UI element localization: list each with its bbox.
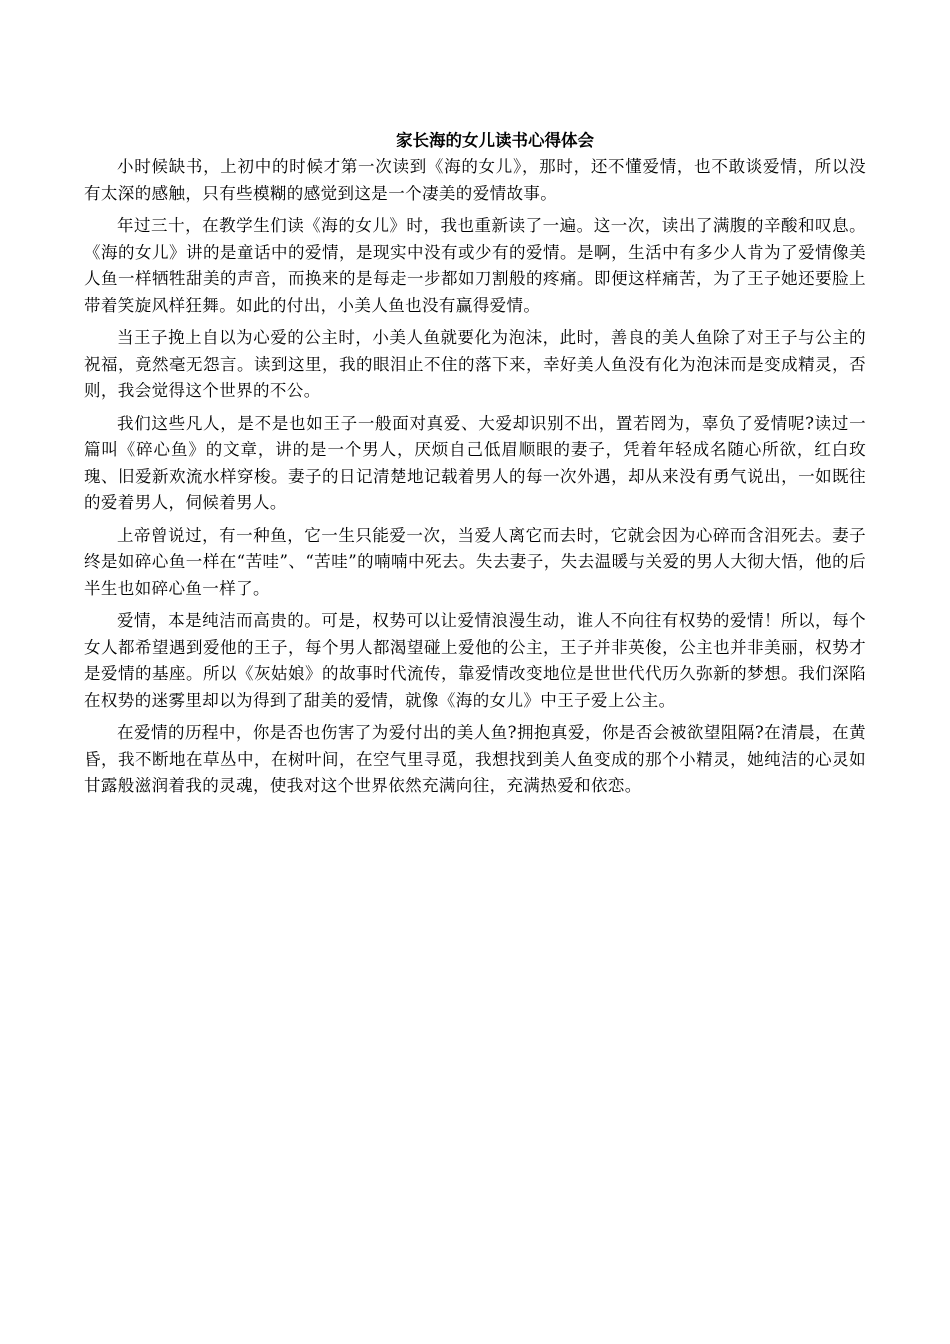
paragraph-6: 爱情，本是纯洁而高贵的。可是，权势可以让爱情浪漫生动，谁人不向往有权势的爱情！所以，每个女人都希望遇到爱他的王子，每个男人都渴望碰上爱他的公主，王子并非英俊，公主也并非美丽，权势才是爱情的基座。所以《灰姑娘》的故事时代流传，靠爱情改变地位是世世代代历久弥新的梦想。我们深陷在权势的迷雾里却以为得到了甜美的爱情，就像《海的女儿》中王子爱上公主。 xyxy=(84,611,866,710)
paragraph-7: 在爱情的历程中，你是否也伤害了为爱付出的美人鱼?拥抱真爱，你是否会被欲望阻隔?在清晨，在黄昏，我不断地在草丛中，在树叶间，在空气里寻觅，我想找到美人鱼变成的那个小精灵，她纯洁的心灵如甘露般滋润着我的灵魂，使我对这个世界依然充满向往，充满热爱和依恋。 xyxy=(84,723,866,795)
document-page xyxy=(84,128,866,806)
paragraph-3: 当王子挽上自以为心爱的公主时，小美人鱼就要化为泡沫，此时，善良的美人鱼除了对王子与公主的祝福，竟然毫无怨言。读到这里，我的眼泪止不住的落下来，幸好美人鱼没有化为泡沫而是变成精灵，否则，我会觉得这个世界的不公。 xyxy=(84,328,866,400)
paragraph-2: 年过三十，在教学生们读《海的女儿》时，我也重新读了一遍。这一次，读出了满腹的辛酸和叹息。《海的女儿》讲的是童话中的爱情，是现实中没有或少有的爱情。是啊，生活中有多少人肯为了爱情像美人鱼一样牺牲甜美的声音，而换来的是每走一步都如刀割般的疼痛。即便这样痛苦，为了王子她还要脸上带着笑旋风样狂舞。如此的付出，小美人鱼也没有赢得爱情。 xyxy=(84,216,866,315)
paragraph-5: 上帝曾说过，有一种鱼，它一生只能爱一次，当爱人离它而去时，它就会因为心碎而含泪死去。妻子终是如碎心鱼一样在“苦哇”、“苦哇”的喃喃中死去。失去妻子，失去温暖与关爱的男人大彻大悟，他的后半生也如碎心鱼一样了。 xyxy=(84,525,866,598)
paragraph-1: 小时候缺书，上初中的时候才第一次读到《海的女儿》，那时，还不懂爱情，也不敢谈爱情，所以没有太深的感触，只有些模糊的感觉到这是一个凄美的爱情故事。 xyxy=(84,157,866,203)
paragraph-4: 我们这些凡人，是不是也如王子一般面对真爱、大爱却识别不出，置若罔为，辜负了爱情呢?读过一篇叫《碎心鱼》的文章，讲的是一个男人，厌烦自己低眉顺眼的妻子，凭着年轻成名随心所欲，红白玫瑰、旧爱新欢流水样穿梭。妻子的日记清楚地记载着男人的每一次外遇，却从来没有勇气说出，一如既往的爱着男人，伺候着男人。 xyxy=(84,413,866,512)
document-title: 家长海的女儿读书心得体会 xyxy=(396,131,594,150)
